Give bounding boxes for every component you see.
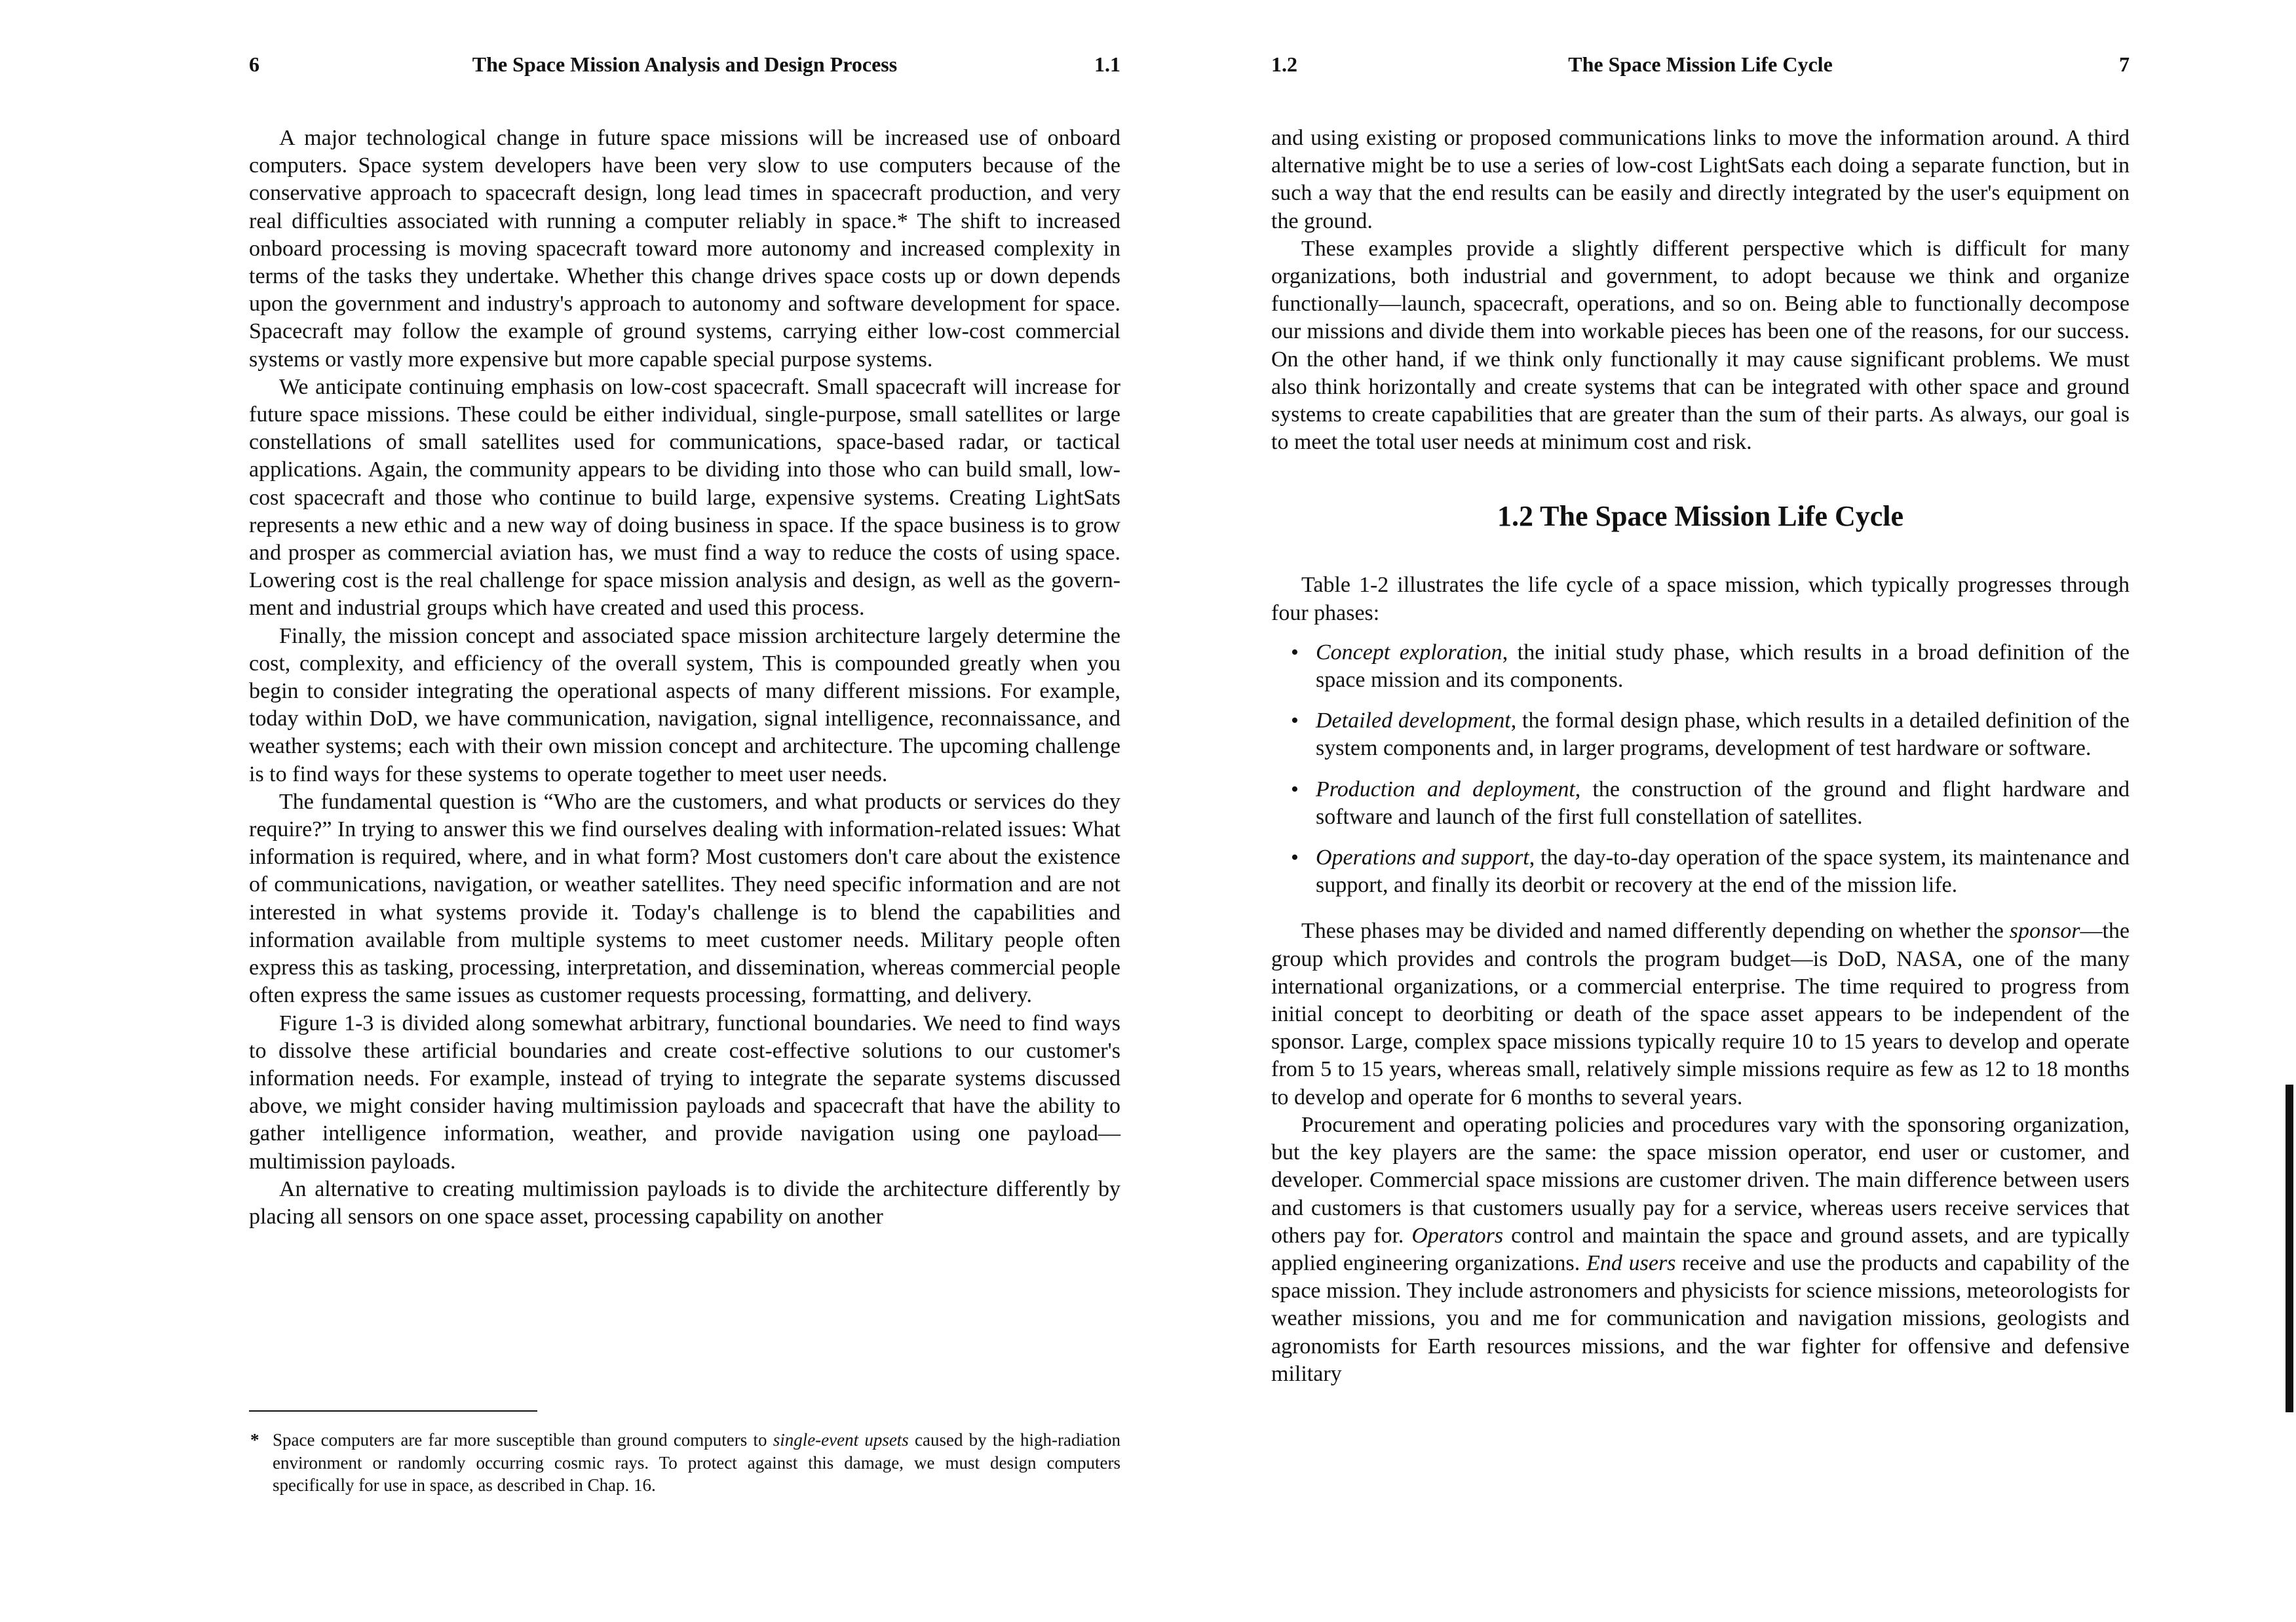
phase-term: Detailed development — [1316, 708, 1511, 733]
phase-text: , the initial study phase, which results in a broad definition of the space mission and its components. — [1316, 640, 2130, 693]
end-users-term: End users — [1586, 1250, 1676, 1275]
bullet: • — [1291, 640, 1299, 665]
procurement-text-b: control and maintain the space and ground assets, and are typically applied engineering organizations. — [1271, 1223, 2130, 1275]
procurement-paragraph — [1271, 1111, 2130, 1388]
phase-term: Operations and support — [1316, 845, 1529, 870]
footnote-term: single-event upsets — [773, 1430, 909, 1450]
list-item — [1291, 639, 2130, 694]
list-item — [1291, 776, 2130, 831]
right-header-title: The Space Mission Life Cycle — [1568, 52, 1833, 76]
right-running-header — [1271, 52, 2130, 81]
footnote-text-before: Space computers are far more susceptible than ground computers to — [273, 1430, 773, 1450]
left-running-header — [249, 52, 1120, 81]
right-body-text — [1271, 125, 2130, 1388]
phase-term: Production and deployment — [1316, 777, 1575, 801]
phase-text: , the formal design phase, which results in a detailed definition of the system components and, in larger programs, development of test hardware or software. — [1316, 708, 2130, 761]
phases-paragraph — [1271, 917, 2130, 1111]
phases-intro: Table 1-2 illustrates the life cycle of a space mission, which typically progresses through four phases: — [1271, 573, 2130, 625]
procurement-text-a: Procurement and operating policies and procedures vary with the sponsoring organization, but the key players are the same: the space mission operator, end user or customer, and developer. Commercial space missions are customer driven. The main difference between users and customers is that customers usually pay for a service, whereas users receive services that others pay for. — [1271, 1112, 2130, 1248]
left-paragraph-6: An alternative to creating multimission payloads is to divide the architecture differently by placing all sensors on one space asset, processing capability on another — [249, 1176, 1120, 1229]
left-paragraph-3: Finally, the mission concept and associated space mission architecture largely determine the cost, complexity, and efficiency of the overall system, This is compounded greatly when you begin to consider integrating the operational aspects of many different missions. For example, today within DoD, we have communication, navigation, signal intelligence, reconnaissance, and weather systems; each with their own mission concept and architecture. The upcoming challenge is to find ways for these systems to operate together to meet user needs. — [249, 623, 1120, 786]
phases-text-a: These phases may be divided and named differently depending on whether the — [1301, 919, 2010, 944]
right-paragraph-continued: and using existing or proposed communications links to move the information around. A third alternative might be to use a series of low-cost LightSats each doing a separate function, but in such a way that the end results can be easily and directly integrated by the user's equipment on the ground. — [1271, 126, 2130, 233]
left-header-section: 1.1 — [1094, 52, 1120, 76]
operators-term: Operators — [1411, 1223, 1504, 1248]
left-page-number: 6 — [249, 52, 259, 76]
list-item — [1291, 844, 2130, 899]
phases-text-b: —the group which provides and controls the program budget—is DoD, NASA, one of the many international organizations, or a commercial enterprise. The time required to progress from initial concept to deorbiting or death of the space asset appears to be independent of the sponsor. Large, complex space missions typically require 10 to 15 years to develop and operate from 5 to 15 years, whereas small, relatively simple missions require as few as 12 to 18 months to develop and operate for 6 months to several years. — [1271, 919, 2130, 1110]
bullet: • — [1291, 708, 1299, 733]
phase-text: , the day-to-day operation of the space system, its maintenance and support, and finally its deorbit or recovery at the end of the mission life. — [1316, 845, 2130, 898]
section-heading: 1.2 The Space Mission Life Cycle — [1497, 500, 1904, 533]
right-paragraph-2: These examples provide a slightly different perspective which is difficult for many organizations, both industrial and government, to adopt because we think and organize functionally—launch, spacecraft, operations, and so on. Being able to functionally decompose our missions and divide them into workable pieces has been one of the reasons, for our success. On the other hand, if we think only functionally it may cause significant problems. We must also think horizontally and create systems that can be integrated with other space and ground systems to create capabilities that are greater than the sum of their parts. As always, our goal is to meet the total user needs at minimum cost and risk. — [1271, 236, 2130, 455]
phases-list — [1271, 639, 2130, 900]
phase-term: Concept exploration — [1316, 640, 1502, 665]
phase-text: , the construction of the ground and flight hardware and software and launch of the first full constellation of satellites. — [1316, 777, 2130, 829]
right-header-section: 1.2 — [1271, 52, 1297, 76]
sponsor-term: sponsor — [2009, 919, 2080, 944]
bullet: • — [1291, 845, 1299, 870]
footnote — [249, 1429, 1120, 1497]
left-paragraph-5: Figure 1-3 is divided along somewhat arbitrary, functional boundaries. We need to find ways to dissolve these artificial boundaries and create cost-effective solutions to our customer's information needs. For example, instead of trying to integrate the separate systems discussed above, we might consider having multimission payloads and spacecraft that have the ability to gather intelligence information, weather, and provide navigation using one payload—multimission payloads. — [249, 1011, 1120, 1174]
list-item — [1291, 707, 2130, 762]
right-page-number: 7 — [2119, 52, 2130, 76]
left-body-text — [249, 125, 1120, 1231]
bullet: • — [1291, 777, 1299, 801]
footnote-mark: * — [250, 1430, 259, 1450]
footnote-text-after: caused by the high-radiation environment or randomly occurring cosmic rays. To protect against this damage, we must design computers specifically for use in space, as described in Chap. 16. — [273, 1430, 1120, 1496]
left-header-title: The Space Mission Analysis and Design Process — [472, 52, 898, 76]
scan-edge-bar — [2286, 1085, 2293, 1412]
left-paragraph-1: A major technological change in future space missions will be increased use of onboard computers. Space system developers have been very slow to use computers because of the conservative approach to spacecraft design, long lead times in spacecraft production, and very real difficulties associated with running a computer reliably in space.* The shift to increased onboard processing is moving spacecraft toward more autonomy and increased complexity in terms of the tasks they undertake. Whether this change drives space costs up or down depends upon the government and industry's approach to autonomy and software development for space. Spacecraft may follow the example of ground systems, carrying either low-cost commercial systems or vastly more expensive but more capable special purpose systems. — [249, 126, 1120, 372]
left-paragraph-2: We anticipate continuing emphasis on low-cost spacecraft. Small spacecraft will increase for future space missions. These could be either individual, single-purpose, small satellites or large constellations of small satellites used for communications, space-based radar, or tactical applications. Again, the community appears to be dividing into those who can build small, low-cost spacecraft and those who continue to build large, expensive systems. Creating LightSats represents a new ethic and a new way of doing business in space. If the space business is to grow and prosper as commercial aviation has, we must find a way to reduce the costs of using space. Lowering cost is the real challenge for space mission analysis and design, as well as the government and industrial groups which have created and used this process. — [249, 374, 1120, 621]
footnote-rule — [249, 1410, 537, 1412]
left-paragraph-4: The fundamental question is “Who are the customers, and what products or services do they require?” In trying to answer this we find ourselves dealing with information-related issues: What information is required, where, and in what form? Most customers don't care about the existence of communications, navigation, or weather satellites. They need specific information and are not interested in what systems provide it. Today's challenge is to blend the capabilities and information available from multiple systems to meet customer needs. Military people often express this as tasking, processing, interpretation, and dissemination, whereas commercial people often express the same issues as customer requests processing, formatting, and delivery. — [249, 789, 1120, 1008]
procurement-text-c: receive and use the products and capability of the space mission. They include astronomers and physicists for science missions, meteorologists for weather missions, you and me for communication and navigation missions, geologists and agronomists for Earth resources missions, and the war fighter for offensive and defensive military — [1271, 1250, 2130, 1386]
